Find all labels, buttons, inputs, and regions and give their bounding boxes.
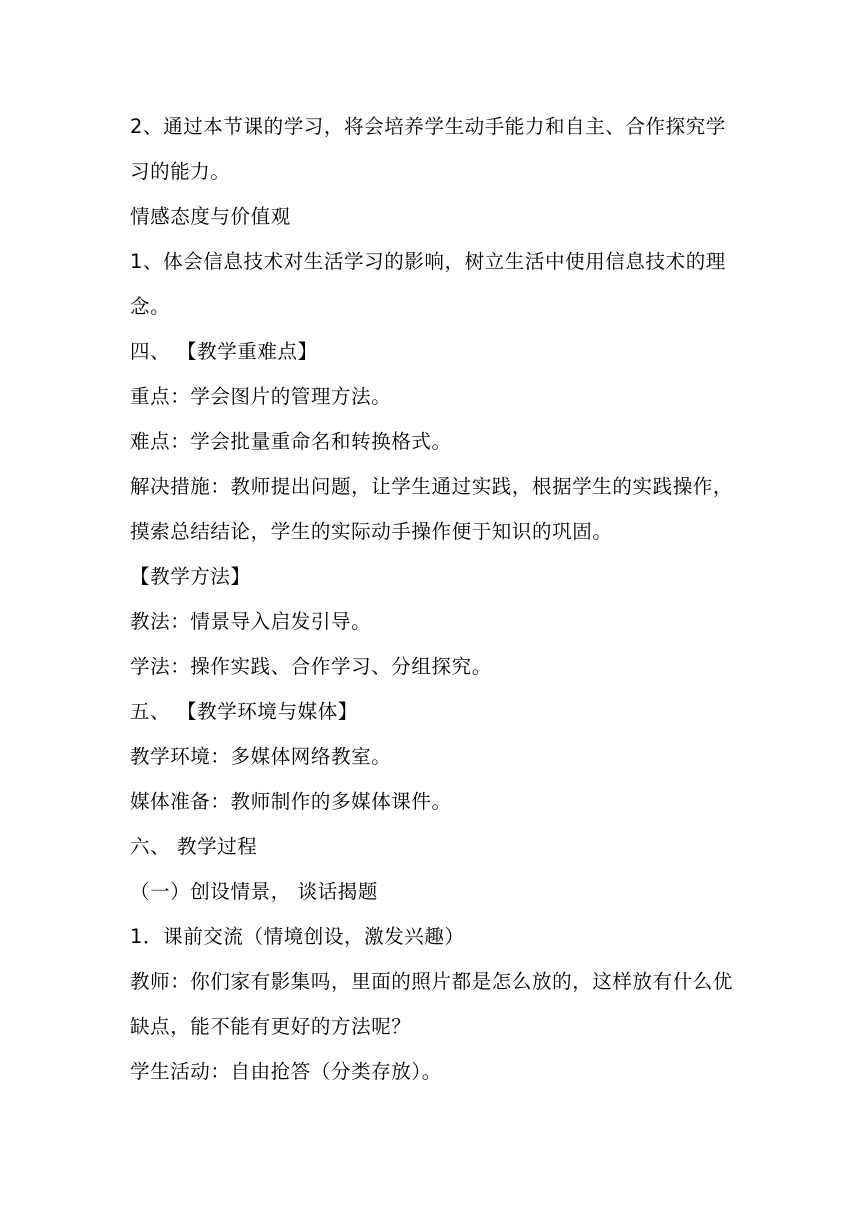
paragraph-line: 难点：学会批量重命名和转换格式。: [130, 430, 452, 453]
section-heading: 五、 【教学环境与媒体】: [130, 700, 358, 723]
paragraph-line: 媒体准备：教师制作的多媒体课件。: [130, 790, 452, 813]
paragraph-line: 缺点，能不能有更好的方法呢？: [130, 1015, 412, 1038]
section-heading: 六、 教学过程: [130, 835, 258, 858]
paragraph-line: 学生活动：自由抢答（分类存放）。: [130, 1060, 442, 1083]
paragraph-line: 2、通过本节课的学习，将会培养学生动手能力和自主、合作探究学: [130, 115, 726, 138]
paragraph-line: 教学环境：多媒体网络教室。: [130, 745, 392, 768]
paragraph-line: 念。: [130, 295, 171, 318]
paragraph-line: 解决措施：教师提出问题，让学生通过实践，根据学生的实践操作，: [130, 475, 734, 498]
paragraph-line: 教师：你们家有影集吗，里面的照片都是怎么放的，这样放有什么优: [130, 970, 734, 993]
section-heading: 四、 【教学重难点】: [130, 340, 318, 363]
paragraph-line: 学法：操作实践、合作学习、分组探究。: [130, 655, 492, 678]
paragraph-line: 1、体会信息技术对生活学习的影响，树立生活中使用信息技术的理: [130, 250, 726, 273]
section-heading: 情感态度与价值观: [130, 205, 291, 228]
paragraph-line: 摸索总结结论，学生的实际动手操作便于知识的巩固。: [130, 520, 613, 543]
paragraph-line: 教法：情景导入启发引导。: [130, 610, 372, 633]
paragraph-line: 1．课前交流（情境创设，激发兴趣）: [130, 925, 465, 948]
paragraph-line: 重点：学会图片的管理方法。: [130, 385, 392, 408]
paragraph-line: 习的能力。: [130, 160, 231, 183]
section-heading: 【教学方法】: [130, 565, 251, 588]
subsection-heading: （一）创设情景， 谈话揭题: [130, 880, 378, 903]
